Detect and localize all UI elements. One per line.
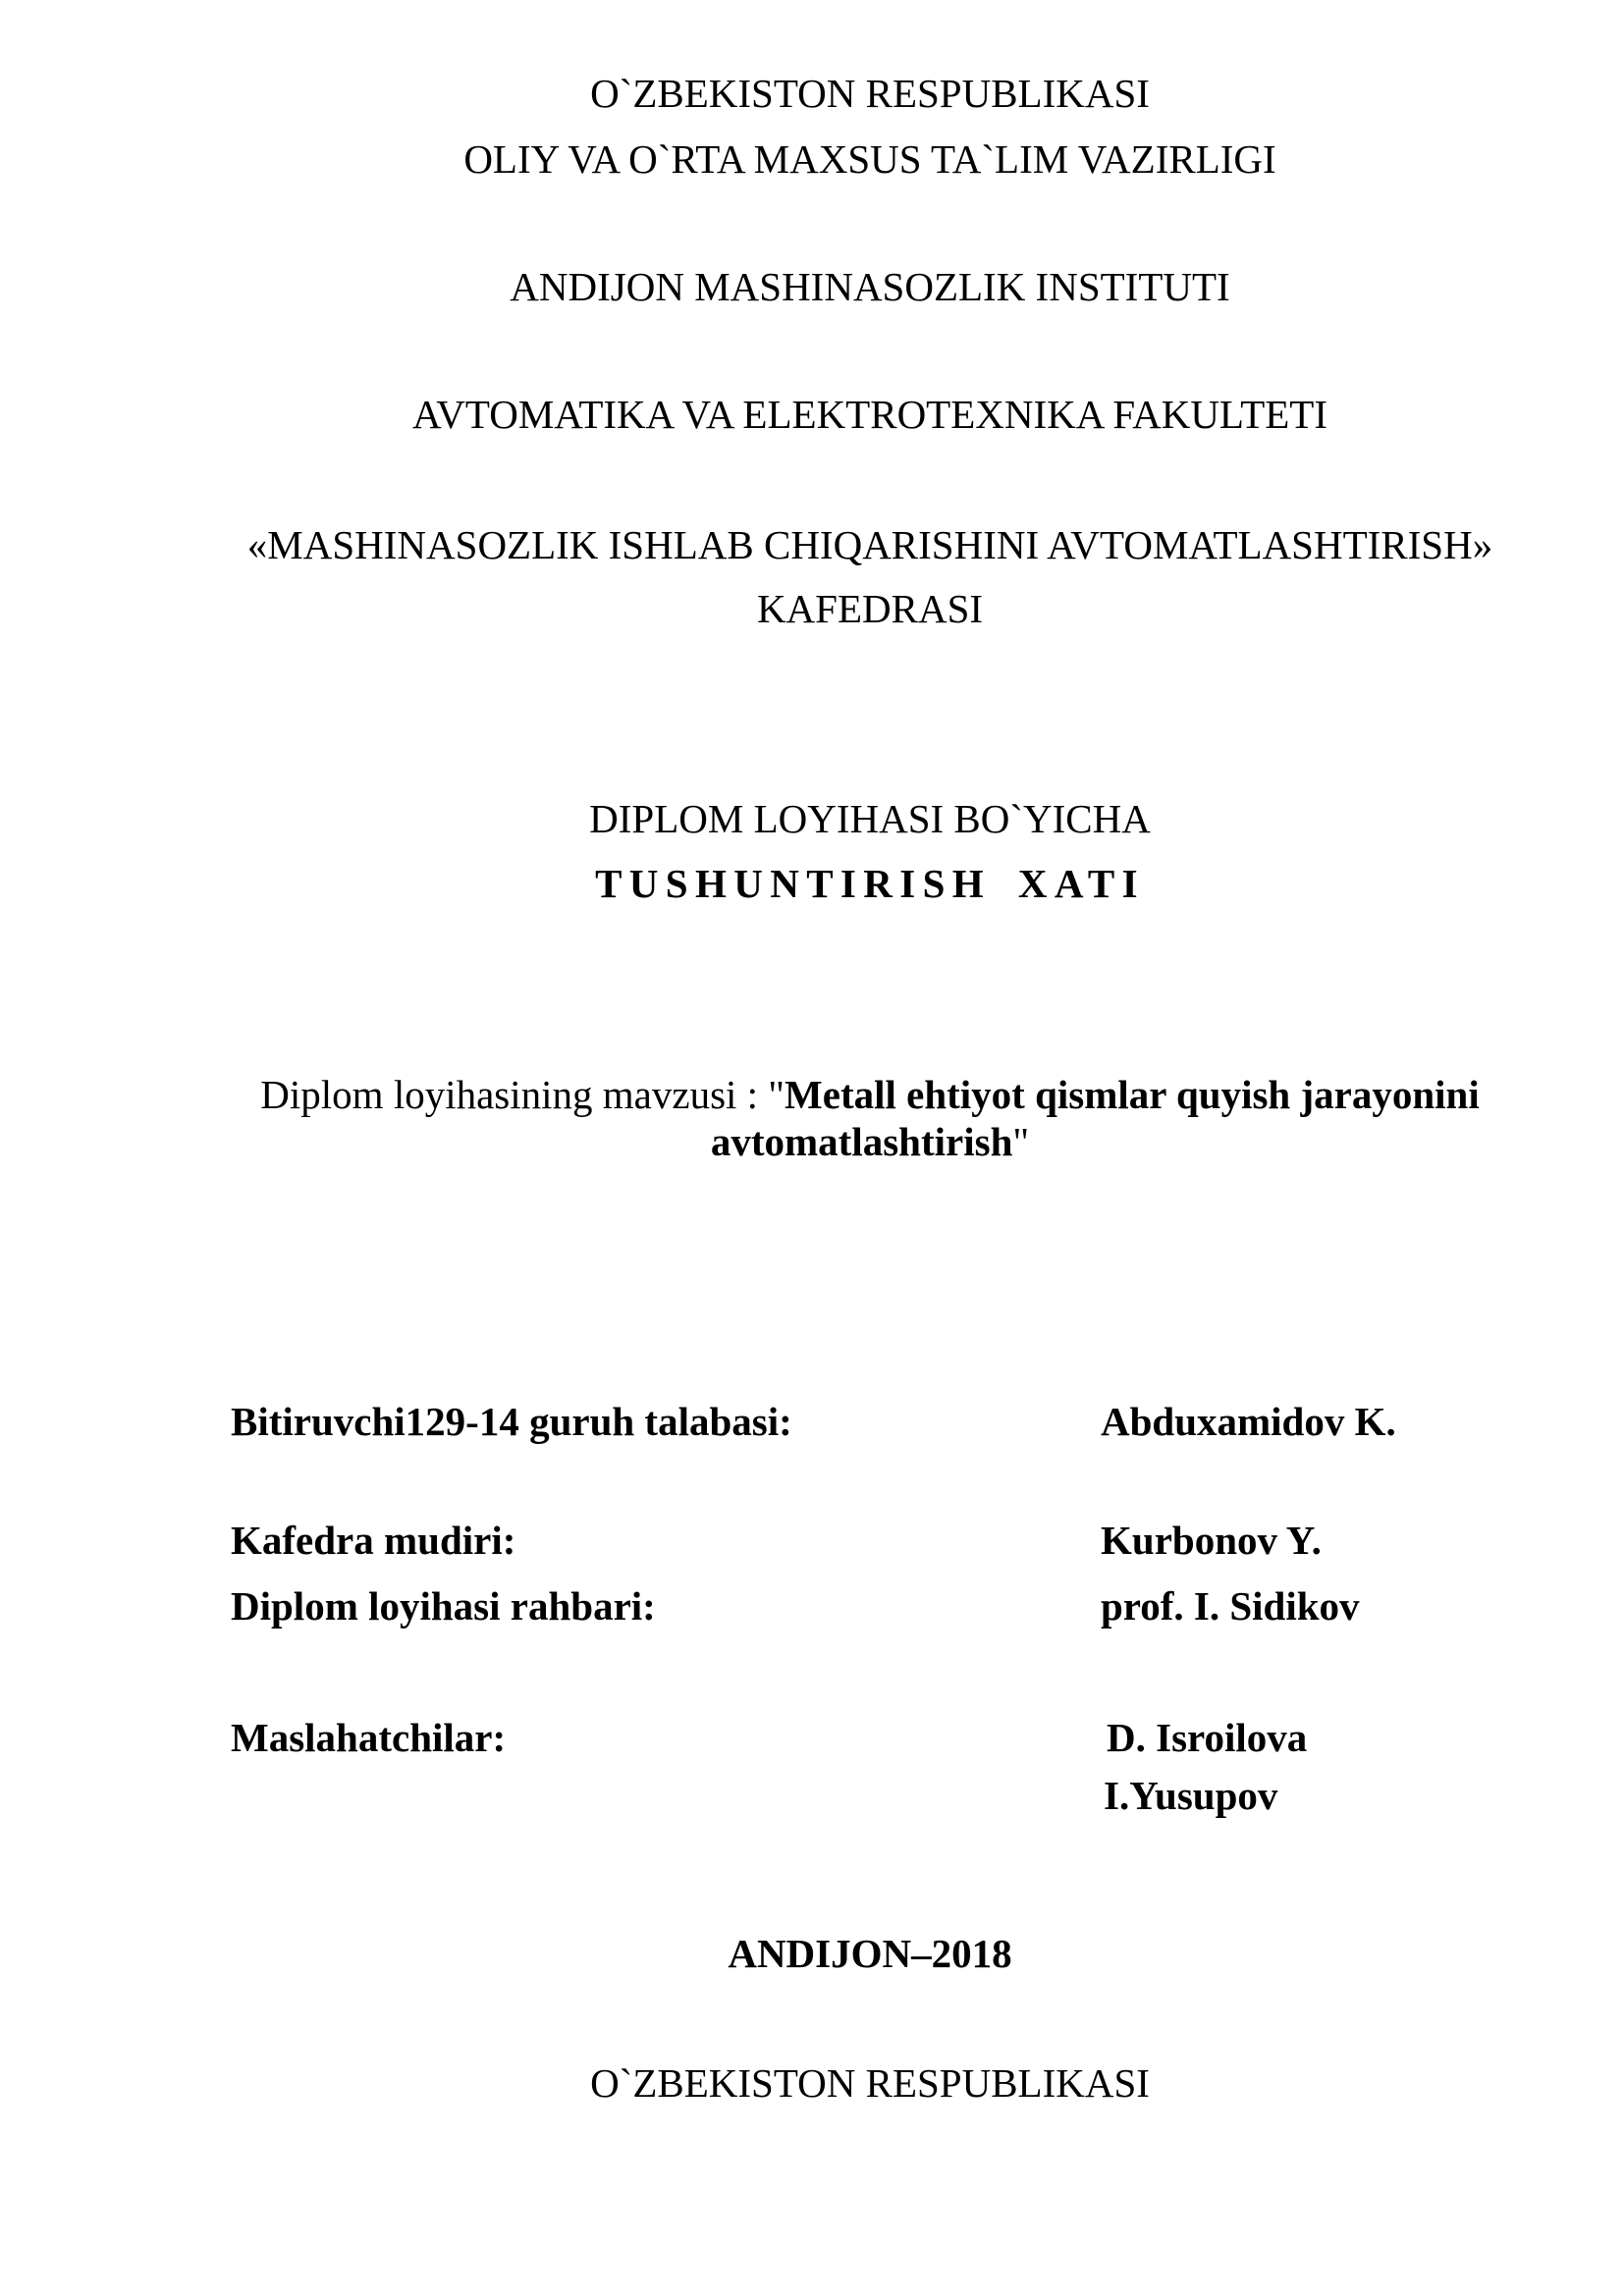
signature-row-graduate xyxy=(231,1398,1517,1445)
signature-label: Diplom loyihasi rahbari: xyxy=(231,1583,656,1629)
signature-row-consultants xyxy=(231,1714,1517,1818)
doc-type-line: DIPLOM LOYIHASI BO`YICHA xyxy=(589,796,1151,841)
ministry-heading: OLIY VA O`RTA MAXSUS TA`LIM VAZIRLIGI xyxy=(463,136,1276,182)
next-page-heading: O`ZBEKISTON RESPUBLIKASI xyxy=(590,2060,1150,2106)
department-word: KAFEDRASI xyxy=(756,586,984,631)
signature-name: Kurbonov Y. xyxy=(1101,1518,1322,1563)
topic-suffix: " xyxy=(1012,1119,1030,1164)
faculty-heading: AVTOMATIKA VA ELEKTROTEXNIKA FAKULTETI xyxy=(411,392,1327,437)
department-heading: «MASHINASOZLIK ISHLAB CHIQARISHINI AVTOMATLASHTIRISH» xyxy=(246,522,1493,567)
signature-row-supervisor xyxy=(231,1582,1517,1629)
signature-name: Abduxamidov K. xyxy=(1101,1399,1396,1444)
signature-label: Bitiruvchi129-14 guruh talabasi: xyxy=(231,1399,792,1444)
signature-name-2: I.Yusupov xyxy=(1104,1773,1278,1818)
topic-prefix: Diplom loyihasining mavzusi : " xyxy=(260,1072,785,1117)
signature-name: prof. I. Sidikov xyxy=(1101,1583,1360,1629)
signature-label: Maslahatchilar: xyxy=(231,1715,507,1760)
signature-name: D. Isroilova xyxy=(1107,1715,1308,1760)
republic-heading: O`ZBEKISTON RESPUBLIKASI xyxy=(590,71,1150,116)
signature-row-department-head xyxy=(231,1517,1517,1564)
signature-label: Kafedra mudiri: xyxy=(231,1518,516,1563)
institute-heading: ANDIJON MASHINASOZLIK INSTITUTI xyxy=(510,264,1230,309)
topic-title: Metall ehtiyot qismlar quyish jarayonini avtomatlashtirish xyxy=(710,1072,1480,1164)
doc-title-line: TUSHUNTIRISH XATI xyxy=(595,861,1145,906)
city-year-line: ANDIJON–2018 xyxy=(728,1931,1012,1976)
topic-paragraph xyxy=(232,1071,1508,1165)
